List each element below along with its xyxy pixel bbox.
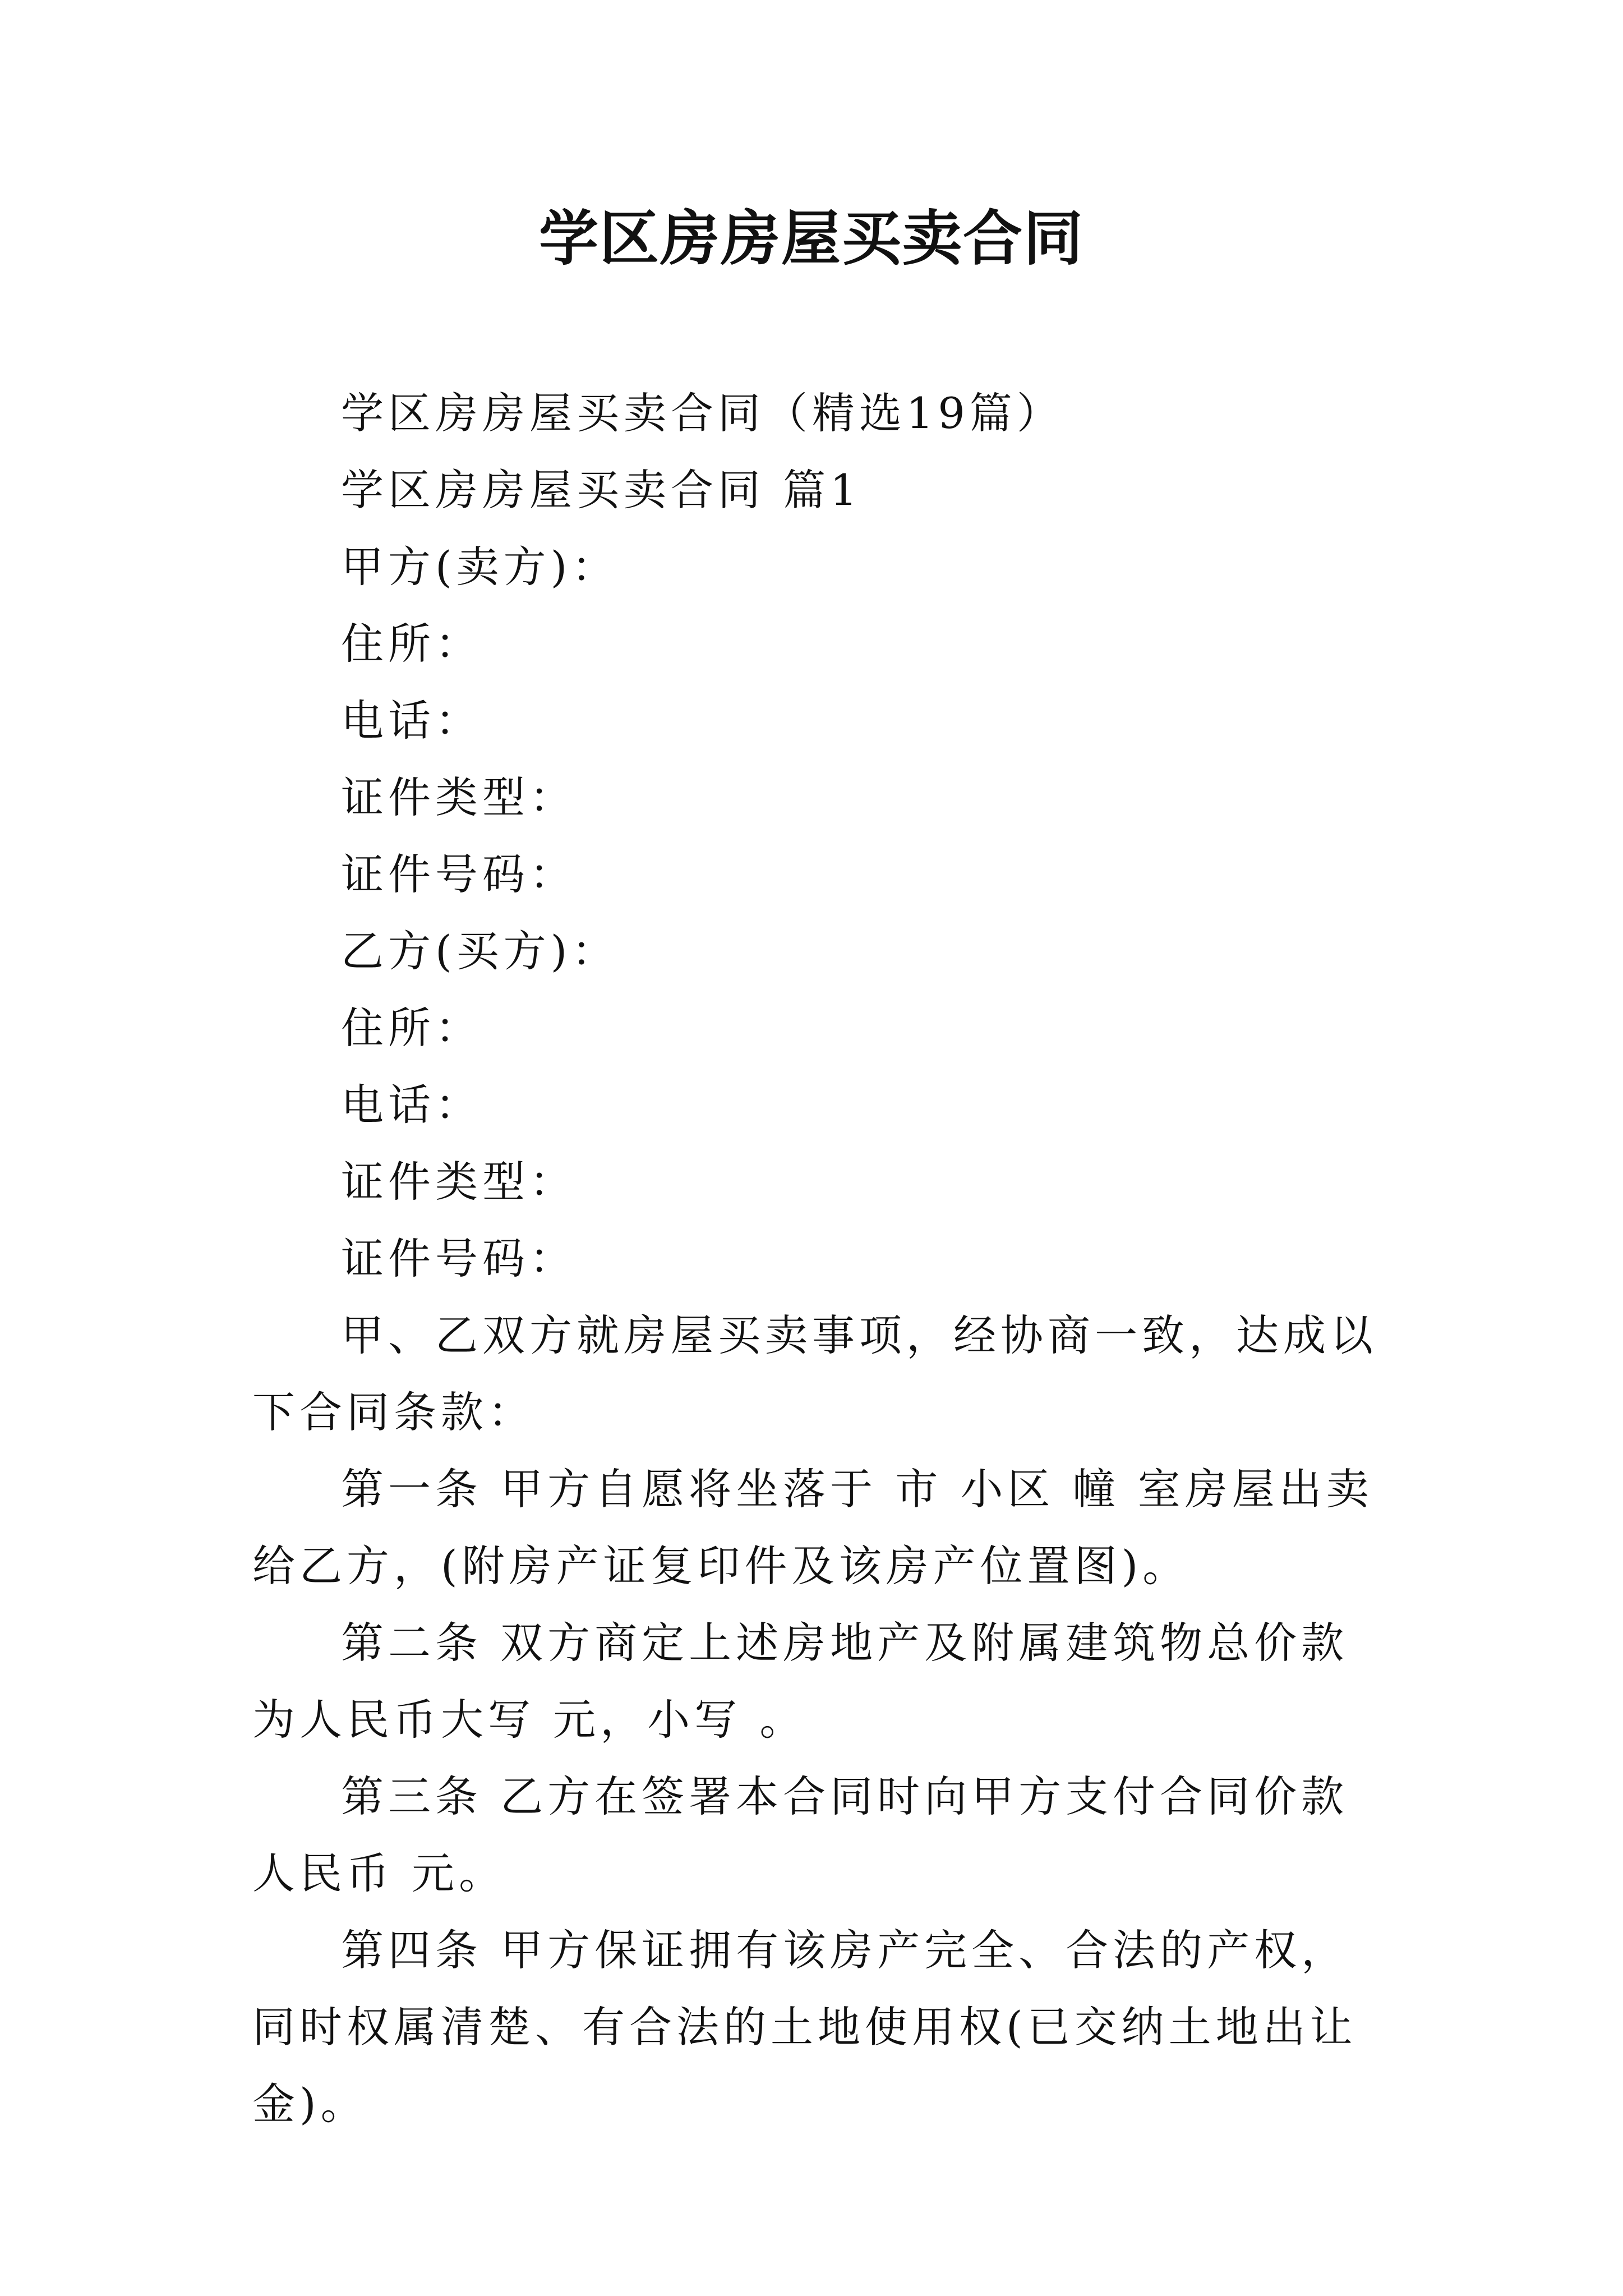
paragraph-party-b-address: 住所： <box>341 1003 482 1053</box>
paragraph-party-b-id-type: 证件类型： <box>341 1157 577 1207</box>
paragraph-party-a-address: 住所： <box>341 619 482 669</box>
paragraph-section-heading: 学区房房屋买卖合同 篇1 <box>341 465 862 515</box>
document-body <box>252 375 1385 2142</box>
paragraph-article-3: 第三条 乙方在签署本合同时向甲方支付合同价款人民币 元。 <box>252 1772 1349 1898</box>
paragraph-party-a-id-type: 证件类型： <box>341 772 577 822</box>
paragraph-preamble: 甲、乙双方就房屋买卖事项，经协商一致，达成以下合同条款： <box>252 1310 1377 1437</box>
document-title: 学区房房屋买卖合同 <box>539 203 1084 273</box>
paragraph-subtitle: 学区房房屋买卖合同（精选19篇） <box>341 388 1064 438</box>
paragraph-party-b: 乙方(买方)： <box>341 926 619 976</box>
paragraph-party-b-phone: 电话： <box>341 1080 482 1130</box>
paragraph-article-4: 第四条 甲方保证拥有该房产完全、合法的产权，同时权属清楚、有合法的土地使用权(已交纳土地出让金)。 <box>252 1925 1357 2129</box>
paragraph-party-b-id-number: 证件号码： <box>341 1234 577 1283</box>
paragraph-party-a: 甲方(卖方)： <box>341 542 619 592</box>
paragraph-article-1: 第一条 甲方自愿将坐落于 市 小区 幢 室房屋出卖给乙方，(附房产证复印件及该房产位置图)。 <box>252 1464 1373 1591</box>
paragraph-party-a-phone: 电话： <box>341 696 482 746</box>
paragraph-party-a-id-number: 证件号码： <box>341 849 577 899</box>
paragraph-article-2: 第二条 双方商定上述房地产及附属建筑物总价款为人民币大写 元，小写 。 <box>252 1618 1349 1745</box>
